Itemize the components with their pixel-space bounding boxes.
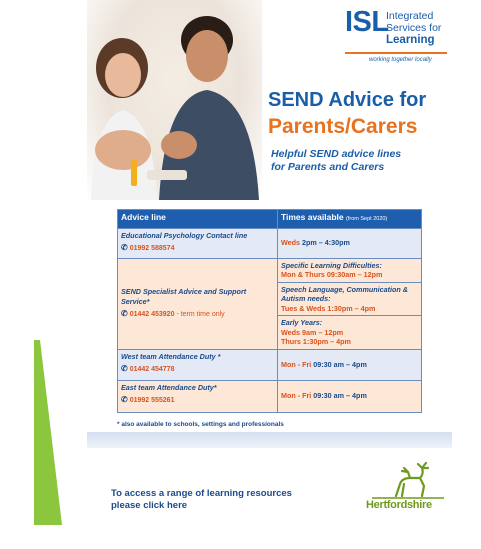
isl-logo: [345, 8, 447, 66]
phone-icon: ✆: [121, 309, 128, 319]
cta-line-2: please click here: [111, 500, 188, 511]
phone-icon: ✆: [121, 395, 128, 404]
logo-line-3: Learning: [386, 34, 435, 46]
table-row: [118, 381, 421, 412]
subtitle-line-1: Helpful SEND advice lines: [271, 148, 402, 160]
phone-number[interactable]: ✆ 01992 555261: [121, 395, 175, 404]
header-advice-line: Advice line: [118, 210, 278, 229]
hart-deer-icon: [366, 462, 450, 502]
cta-line-1: To access a range of learning resources: [111, 488, 292, 499]
table-row: [118, 350, 421, 381]
green-accent-stripe: [34, 340, 62, 525]
advice-line-label: West team Attendance Duty *: [121, 351, 221, 361]
advice-line-label: Educational Psychology Contact line: [121, 230, 248, 240]
page-title-line-2: Parents/Carers: [268, 115, 418, 138]
hero-photo: [87, 0, 262, 200]
phone-number[interactable]: ✆ 01442 454778: [121, 364, 175, 373]
hertfordshire-logo: [366, 462, 450, 514]
time-slot: Speech Language, Communication & Autism needs: Tues & Weds 1:30pm – 4pm: [278, 283, 421, 317]
table-row: [118, 259, 421, 350]
phone-number[interactable]: ✆ 01442 453920 - term time only: [121, 309, 225, 319]
page-title-line-1: SEND Advice for: [268, 89, 427, 111]
advice-line-label: East team Attendance Duty*: [121, 382, 217, 392]
times-available: Mon - Fri 09:30 am – 4pm: [280, 359, 367, 369]
decorative-band: [87, 432, 452, 448]
table-header: [118, 210, 421, 229]
time-slot: Specific Learning Difficulties: Mon & Thurs 09:30am – 12pm: [278, 259, 421, 283]
advice-lines-table: [117, 209, 422, 413]
table-row: [118, 229, 421, 259]
header-times-note: (from Sept 2020): [346, 216, 388, 222]
time-slot: Early Years: Weds 9am – 12pm Thurs 1:30pm – 4pm: [280, 318, 351, 346]
logo-name: [386, 10, 441, 46]
times-available: Mon - Fri 09:30 am – 4pm: [280, 391, 367, 401]
phone-icon: ✆: [121, 364, 128, 373]
logo-line-2: Services for: [386, 22, 442, 34]
phone-icon: ✆: [121, 243, 128, 252]
logo-line-1: Integrated: [386, 10, 434, 22]
page-subtitle: [271, 148, 401, 174]
header-times-label: Times available: [280, 212, 344, 222]
times-available: Weds 2pm – 4:30pm: [280, 238, 350, 248]
header-times: [278, 210, 421, 229]
logo-abbreviation: ISL: [345, 6, 389, 38]
footnote: * also available to schools, settings and professionals: [117, 421, 284, 428]
logo-tagline: working together locally: [369, 57, 432, 63]
resources-link[interactable]: [111, 488, 292, 512]
council-name: Hertfordshire: [366, 499, 432, 511]
advice-line-label: SEND Specialist Advice and Support Service*: [121, 287, 247, 306]
phone-number[interactable]: ✆ 01992 588574: [121, 243, 175, 252]
logo-rule: [345, 52, 447, 54]
subtitle-line-2: for Parents and Carers: [271, 161, 385, 173]
